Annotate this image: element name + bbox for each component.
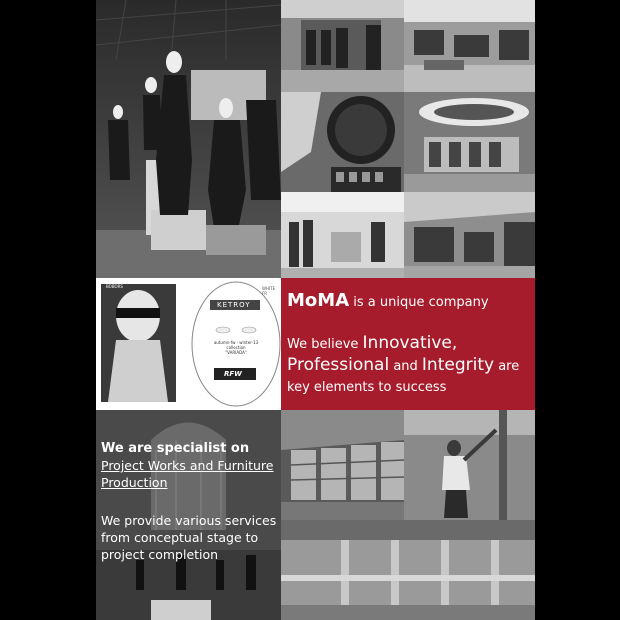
round-display-photo <box>281 92 404 192</box>
are-word: are <box>498 359 520 374</box>
services-block <box>101 512 279 563</box>
belief-line <box>287 332 457 356</box>
workshop-shelves-photo <box>281 410 404 520</box>
services-line-3: project completion <box>101 547 219 562</box>
tagline: is a unique company <box>353 295 489 310</box>
value-professional: Professional <box>287 355 390 375</box>
intro-line <box>287 290 489 311</box>
wall-framing-photo <box>281 520 535 620</box>
store-interior-photo <box>281 0 404 92</box>
bright-store-photo <box>281 192 404 278</box>
services-line-2: from conceptual stage to <box>101 530 259 545</box>
value-innovative: Innovative, <box>362 333 458 353</box>
values-line <box>287 354 519 378</box>
services-overlay <box>96 410 281 620</box>
mannequin-logo: KETROY <box>217 301 251 309</box>
company-intro-panel <box>281 278 535 410</box>
boutique-racks-photo <box>404 0 535 92</box>
circular-ceiling-store-photo <box>404 92 535 192</box>
construction-worker-photo <box>404 410 535 520</box>
mannequin-collection-text <box>212 340 260 355</box>
brochure-page <box>96 0 535 620</box>
collection-line-3: "VARIADA" <box>225 350 247 355</box>
clothing-aisle-photo <box>404 192 535 278</box>
closing-line: key elements to success <box>287 380 447 395</box>
mannequin-badge: RFW <box>224 370 242 378</box>
services-line-1: We provide various services <box>101 513 277 528</box>
specialist-heading: We are specialist on <box>101 441 250 456</box>
and-word: and <box>393 359 418 374</box>
brand-name: MoMA <box>287 290 350 311</box>
link-line-2: Production <box>101 475 168 490</box>
mannequin-tiny-label: WHITE FR <box>262 286 276 296</box>
collection-line-2: collection <box>226 345 246 350</box>
belief-prefix: We believe <box>287 337 359 352</box>
mannequin-top-label: BOBORS <box>106 284 123 289</box>
value-integrity: Integrity <box>421 355 495 375</box>
link-line-1: Project Works and Furniture <box>101 458 274 473</box>
showroom-mannequins-photo <box>96 0 281 278</box>
specialist-block <box>101 440 279 491</box>
mannequin-head-card <box>96 278 281 410</box>
collection-line-1: autumn-fw · winter-13 <box>213 340 259 345</box>
project-works-link[interactable] <box>101 458 274 490</box>
